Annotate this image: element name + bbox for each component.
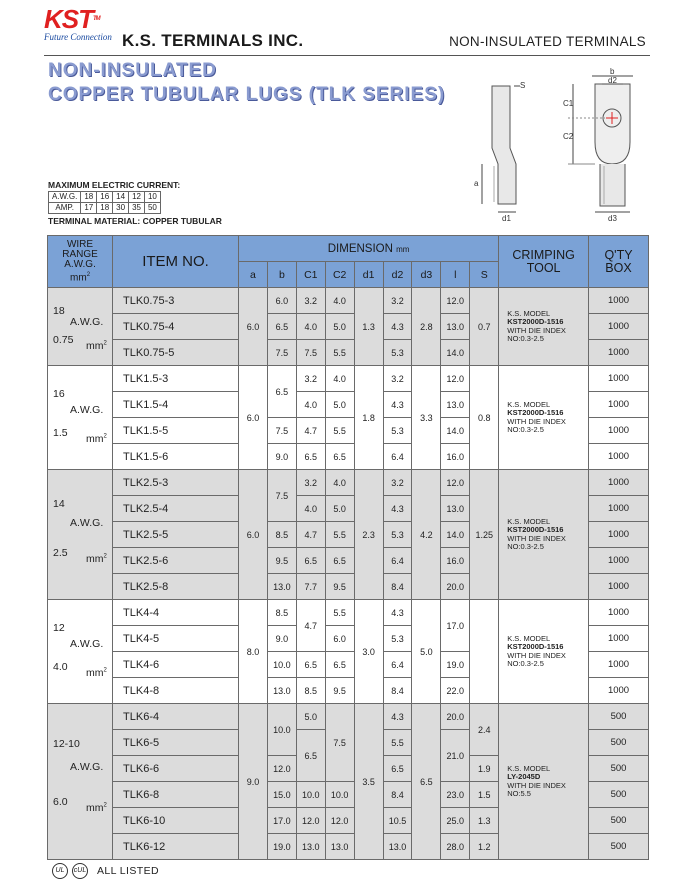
dim-c1-cell: 7.7	[296, 574, 325, 600]
dim-label-a: a	[474, 179, 479, 188]
col-d3: d3	[412, 262, 441, 288]
table-row	[48, 704, 649, 730]
dim-b-cell: 9.0	[267, 444, 296, 470]
header-wire-range	[48, 236, 113, 288]
qty-cell: 1000	[589, 470, 649, 496]
dim-l-cell: 14.0	[441, 340, 470, 366]
qty-cell: 1000	[589, 600, 649, 626]
dim-b-cell: 6.0	[267, 288, 296, 314]
crimping-tool-cell	[499, 366, 589, 470]
dim-l-cell: 12.0	[441, 366, 470, 392]
dim-d3-cell: 3.3	[412, 366, 441, 470]
qty-cell: 1000	[589, 314, 649, 340]
max-current-label: MAXIMUM ELECTRIC CURRENT:	[48, 180, 181, 190]
qty-cell: 500	[589, 834, 649, 860]
dim-s-cell: 1.2	[470, 834, 499, 860]
tool-line: NO:0.3-2.5	[507, 542, 544, 551]
table-row	[48, 600, 649, 626]
dim-l-cell: 17.0	[441, 600, 470, 652]
wire-mm-unit-text: mm	[86, 667, 104, 679]
item-no-cell: TLK2.5-5	[113, 522, 239, 548]
dim-l-cell: 13.0	[441, 392, 470, 418]
wire-mm: 2.5	[53, 547, 68, 559]
dim-c1-cell: 5.0	[296, 704, 325, 730]
dim-c2-cell: 9.5	[325, 574, 354, 600]
dim-c2-cell: 5.0	[325, 496, 354, 522]
dim-a-cell: 8.0	[239, 600, 268, 704]
wire-hdr-l2: RANGE	[62, 248, 98, 260]
dim-l-cell: 13.0	[441, 314, 470, 340]
dim-d3-cell: 5.0	[412, 600, 441, 704]
header-divider	[44, 55, 650, 56]
item-no-cell: TLK1.5-3	[113, 366, 239, 392]
logo-text: KST	[44, 4, 93, 34]
dim-c1-cell: 13.0	[296, 834, 325, 860]
qty-cell: 1000	[589, 392, 649, 418]
dim-b-cell: 12.0	[267, 756, 296, 782]
col-b: b	[267, 262, 296, 288]
dim-d2-cell: 6.4	[383, 652, 412, 678]
dim-d1-cell: 2.3	[354, 470, 383, 600]
wire-mm: 6.0	[53, 796, 68, 808]
dim-c2-cell: 6.5	[325, 548, 354, 574]
dim-s-cell: 2.4	[470, 704, 499, 756]
dim-d2-cell: 3.2	[383, 470, 412, 496]
dim-b-cell: 7.5	[267, 418, 296, 444]
dim-b-cell: 8.5	[267, 522, 296, 548]
dim-b-cell: 6.5	[267, 314, 296, 340]
item-no-cell: TLK2.5-4	[113, 496, 239, 522]
wire-mm-sup: 2	[103, 433, 107, 440]
tool-model: KST2000D-1516	[507, 642, 564, 651]
tool-line: NO:0.3-2.5	[507, 425, 544, 434]
dim-l-cell: 12.0	[441, 288, 470, 314]
crimping-tool-cell	[499, 704, 589, 860]
tool-hdr-l1: CRIMPING	[512, 247, 575, 262]
dim-c2-cell: 6.5	[325, 652, 354, 678]
tool-line: NO:0.3-2.5	[507, 659, 544, 668]
dim-l-cell: 13.0	[441, 496, 470, 522]
wire-range-cell	[48, 600, 113, 704]
dim-d1-cell: 3.5	[354, 704, 383, 860]
qty-cell: 1000	[589, 652, 649, 678]
wire-mm-sup: 2	[103, 340, 107, 347]
qty-cell: 1000	[589, 340, 649, 366]
tool-model: KST2000D-1516	[507, 525, 564, 534]
dim-c1-cell: 6.5	[296, 652, 325, 678]
dim-l-cell: 19.0	[441, 652, 470, 678]
dim-b-cell: 8.5	[267, 600, 296, 626]
dim-c2-cell: 4.0	[325, 288, 354, 314]
dim-d2-cell: 5.3	[383, 418, 412, 444]
dim-d2-cell: 6.4	[383, 548, 412, 574]
qty-cell: 500	[589, 704, 649, 730]
wire-mm: 1.5	[53, 427, 68, 439]
terminal-material: TERMINAL MATERIAL: COPPER TUBULAR	[48, 216, 222, 226]
item-no-cell: TLK6-12	[113, 834, 239, 860]
item-no-cell: TLK4-5	[113, 626, 239, 652]
dim-c1-cell: 4.7	[296, 522, 325, 548]
tool-hdr-l2: TOOL	[526, 260, 561, 275]
dim-d3-cell: 4.2	[412, 470, 441, 600]
wire-awg-unit: A.W.G.	[70, 316, 104, 328]
dimension-unit: mm	[396, 244, 410, 254]
title-line-2: COPPER TUBULAR LUGS (TLK SERIES)	[48, 84, 446, 105]
dim-b-cell: 9.0	[267, 626, 296, 652]
wire-hdr-l4: mm	[70, 272, 87, 284]
wire-awg-unit: A.W.G.	[70, 638, 104, 650]
dim-c2-cell: 5.5	[325, 522, 354, 548]
dim-d1-cell: 3.0	[354, 600, 383, 704]
table-row	[48, 470, 649, 496]
dim-d1-cell: 1.3	[354, 288, 383, 366]
qty-cell: 1000	[589, 522, 649, 548]
tlk-spec-table	[47, 235, 649, 860]
dim-b-cell: 6.5	[267, 366, 296, 418]
current-amp-value: 30	[113, 203, 129, 214]
dim-l-cell: 14.0	[441, 522, 470, 548]
col-s: S	[470, 262, 499, 288]
current-awg-value: 14	[113, 192, 129, 203]
dim-a-cell: 9.0	[239, 704, 268, 860]
item-no-cell: TLK6-8	[113, 782, 239, 808]
qty-cell: 500	[589, 756, 649, 782]
crimping-tool-cell	[499, 288, 589, 366]
dim-d2-cell: 4.3	[383, 392, 412, 418]
dim-l-cell: 20.0	[441, 704, 470, 730]
dim-b-cell: 13.0	[267, 678, 296, 704]
dim-l-cell: 25.0	[441, 808, 470, 834]
dim-b-cell: 7.5	[267, 470, 296, 522]
wire-mm: 0.75	[53, 334, 74, 346]
dim-s-cell: 0.7	[470, 288, 499, 366]
dim-c2-cell: 5.0	[325, 314, 354, 340]
qty-cell: 1000	[589, 444, 649, 470]
col-d1: d1	[354, 262, 383, 288]
tool-model: KST2000D-1516	[507, 408, 564, 417]
dim-l-cell: 12.0	[441, 470, 470, 496]
tool-line: K.S. MODEL	[507, 516, 551, 526]
qty-cell: 1000	[589, 548, 649, 574]
dim-label-s: S	[520, 81, 526, 90]
dim-c2-cell: 12.0	[325, 808, 354, 834]
current-amp-value: 18	[97, 203, 113, 214]
dim-c1-cell: 4.7	[296, 418, 325, 444]
table-row	[48, 288, 649, 314]
table-row	[48, 366, 649, 392]
dimension-label: DIMENSION	[327, 242, 393, 255]
current-awg-value: 10	[144, 192, 160, 203]
dim-label-b: b	[610, 67, 615, 76]
wire-awg-unit: A.W.G.	[70, 404, 104, 416]
dim-c1-cell: 6.5	[296, 730, 325, 782]
item-no-cell: TLK4-8	[113, 678, 239, 704]
wire-awg: 14	[53, 498, 65, 510]
qty-cell: 1000	[589, 418, 649, 444]
current-awg-label: A.W.G.	[49, 192, 81, 203]
dim-c1-cell: 3.2	[296, 288, 325, 314]
dim-l-cell: 16.0	[441, 548, 470, 574]
dim-d2-cell: 10.5	[383, 808, 412, 834]
dim-c2-cell: 5.5	[325, 340, 354, 366]
lug-technical-drawing	[470, 66, 660, 226]
wire-mm-sup: 2	[103, 802, 107, 809]
dim-l-cell: 23.0	[441, 782, 470, 808]
qty-cell: 500	[589, 730, 649, 756]
current-awg-value: 12	[129, 192, 145, 203]
dim-d2-cell: 8.4	[383, 782, 412, 808]
wire-mm-unit	[86, 667, 107, 679]
item-no-cell: TLK6-5	[113, 730, 239, 756]
dim-b-cell: 19.0	[267, 834, 296, 860]
tool-line: NO:5.5	[507, 789, 531, 798]
dim-d3-cell: 2.8	[412, 288, 441, 366]
item-no-cell: TLK6-10	[113, 808, 239, 834]
dim-b-cell: 17.0	[267, 808, 296, 834]
dim-c2-cell: 10.0	[325, 782, 354, 808]
crimping-tool-cell	[499, 600, 589, 704]
crimping-tool-cell	[499, 470, 589, 600]
dim-c1-cell: 3.2	[296, 470, 325, 496]
tool-line: K.S. MODEL	[507, 763, 551, 773]
ul-listed-icon: UL	[52, 863, 68, 879]
header-item-no: ITEM NO.	[113, 236, 239, 288]
dim-l-cell: 21.0	[441, 730, 470, 782]
dim-a-cell: 6.0	[239, 470, 268, 600]
current-awg-value: 18	[81, 192, 97, 203]
tool-model: LY-2045D	[507, 772, 541, 781]
item-no-cell: TLK0.75-5	[113, 340, 239, 366]
logo-tagline: Future Connection	[44, 32, 112, 42]
tool-line: WITH DIE INDEX	[507, 650, 566, 660]
wire-mm: 4.0	[53, 661, 68, 673]
wire-mm-unit	[86, 433, 107, 445]
dim-d1-cell: 1.8	[354, 366, 383, 470]
wire-awg: 16	[53, 388, 65, 400]
dim-c2-cell: 5.5	[325, 418, 354, 444]
qty-cell: 500	[589, 808, 649, 834]
wire-mm-unit	[86, 340, 107, 352]
dim-c2-cell: 4.0	[325, 366, 354, 392]
item-no-cell: TLK0.75-4	[113, 314, 239, 340]
col-l: l	[441, 262, 470, 288]
max-current-table	[48, 191, 161, 214]
wire-hdr-l3: A.W.G.	[64, 258, 96, 270]
dim-s-cell: 1.5	[470, 782, 499, 808]
tool-line: WITH DIE INDEX	[507, 780, 566, 790]
dim-d2-cell: 4.3	[383, 496, 412, 522]
dim-d2-cell: 4.3	[383, 704, 412, 730]
item-no-cell: TLK4-4	[113, 600, 239, 626]
wire-awg: 12-10	[53, 738, 80, 750]
dim-label-d3: d3	[608, 214, 617, 223]
dim-c2-cell: 9.5	[325, 678, 354, 704]
item-no-cell: TLK1.5-4	[113, 392, 239, 418]
dim-l-cell: 28.0	[441, 834, 470, 860]
wire-mm-sup: 2	[103, 667, 107, 674]
dim-b-cell: 9.5	[267, 548, 296, 574]
dim-d2-cell: 3.2	[383, 288, 412, 314]
tool-line: WITH DIE INDEX	[507, 325, 566, 335]
tool-line: K.S. MODEL	[507, 308, 551, 318]
qty-cell: 500	[589, 782, 649, 808]
dim-l-cell: 16.0	[441, 444, 470, 470]
wire-mm-unit-text: mm	[86, 433, 104, 445]
wire-awg: 18	[53, 305, 65, 317]
dim-c2-cell: 5.0	[325, 392, 354, 418]
dim-d2-cell: 8.4	[383, 678, 412, 704]
dim-c1-cell: 6.5	[296, 444, 325, 470]
wire-hdr-sup: 2	[86, 271, 91, 278]
dim-d2-cell: 5.3	[383, 340, 412, 366]
dim-l-cell: 14.0	[441, 418, 470, 444]
qty-hdr-l1: Q'TY	[604, 247, 633, 262]
item-no-cell: TLK0.75-3	[113, 288, 239, 314]
header-crimping-tool	[499, 236, 589, 288]
wire-awg: 12	[53, 622, 65, 634]
dim-d2-cell: 4.3	[383, 314, 412, 340]
tool-model: KST2000D-1516	[507, 317, 564, 326]
dim-c2-cell: 6.5	[325, 444, 354, 470]
qty-cell: 1000	[589, 366, 649, 392]
dim-d2-cell: 5.3	[383, 626, 412, 652]
item-no-cell: TLK2.5-8	[113, 574, 239, 600]
wire-awg-unit: A.W.G.	[70, 761, 104, 773]
cul-listed-icon: cUL	[72, 863, 88, 879]
dim-d3-cell: 6.5	[412, 704, 441, 860]
wire-hdr-l1: WIRE	[66, 238, 94, 250]
dim-c1-cell: 3.2	[296, 366, 325, 392]
dim-s-cell	[470, 600, 499, 704]
dim-s-cell: 1.25	[470, 470, 499, 600]
wire-awg-unit: A.W.G.	[70, 517, 104, 529]
dim-c1-cell: 10.0	[296, 782, 325, 808]
dim-c2-cell: 6.0	[325, 626, 354, 652]
col-c2: C2	[325, 262, 354, 288]
dim-s-cell: 1.9	[470, 756, 499, 782]
col-d2: d2	[383, 262, 412, 288]
dim-d2-cell: 8.4	[383, 574, 412, 600]
item-no-cell: TLK6-6	[113, 756, 239, 782]
spec-table-body	[48, 288, 649, 860]
qty-hdr-l2: BOX	[605, 260, 632, 275]
dim-b-cell: 15.0	[267, 782, 296, 808]
dim-s-cell: 0.8	[470, 366, 499, 470]
dim-d2-cell: 4.3	[383, 600, 412, 626]
tool-line: K.S. MODEL	[507, 633, 551, 643]
qty-cell: 1000	[589, 496, 649, 522]
col-c1: C1	[296, 262, 325, 288]
dim-c1-cell: 12.0	[296, 808, 325, 834]
dim-l-cell: 22.0	[441, 678, 470, 704]
dim-d2-cell: 13.0	[383, 834, 412, 860]
dim-d2-cell: 5.3	[383, 522, 412, 548]
dim-c1-cell: 4.0	[296, 314, 325, 340]
current-amp-value: 35	[129, 203, 145, 214]
company-name: K.S. TERMINALS INC.	[122, 31, 304, 50]
col-a: a	[239, 262, 268, 288]
qty-cell: 1000	[589, 288, 649, 314]
dim-c1-cell: 4.0	[296, 392, 325, 418]
header-dimension	[239, 236, 499, 262]
current-amp-value: 50	[144, 203, 160, 214]
page-category: NON-INSULATED TERMINALS	[449, 34, 646, 49]
item-no-cell: TLK1.5-6	[113, 444, 239, 470]
wire-range-cell	[48, 470, 113, 600]
wire-mm-unit-text: mm	[86, 553, 104, 565]
current-amp-value: 17	[81, 203, 97, 214]
dim-a-cell: 6.0	[239, 288, 268, 366]
wire-range-cell	[48, 366, 113, 470]
current-awg-value: 16	[97, 192, 113, 203]
qty-cell: 1000	[589, 678, 649, 704]
item-no-cell: TLK2.5-6	[113, 548, 239, 574]
tool-line: NO:0.3-2.5	[507, 334, 544, 343]
dim-c1-cell: 7.5	[296, 340, 325, 366]
dim-b-cell: 10.0	[267, 704, 296, 756]
dim-label-d1: d1	[502, 214, 511, 223]
dim-b-cell: 7.5	[267, 340, 296, 366]
dim-c1-cell: 8.5	[296, 678, 325, 704]
tool-line: WITH DIE INDEX	[507, 416, 566, 426]
tool-line: WITH DIE INDEX	[507, 533, 566, 543]
dim-c1-cell: 4.0	[296, 496, 325, 522]
dim-label-c2: C2	[563, 132, 574, 141]
wire-range-cell	[48, 288, 113, 366]
dim-c1-cell: 4.7	[296, 600, 325, 652]
logo-tm: TM	[93, 16, 100, 22]
wire-mm-unit	[86, 802, 107, 814]
item-no-cell: TLK4-6	[113, 652, 239, 678]
wire-range-cell	[48, 704, 113, 860]
dim-b-cell: 13.0	[267, 574, 296, 600]
all-listed-note: ALL LISTED	[97, 865, 159, 877]
dim-label-d2: d2	[608, 76, 617, 85]
dim-label-c1: C1	[563, 99, 574, 108]
dim-c2-cell: 5.5	[325, 600, 354, 626]
wire-mm-unit-text: mm	[86, 340, 104, 352]
wire-mm-unit-text: mm	[86, 802, 104, 814]
dim-c1-cell: 6.5	[296, 548, 325, 574]
title-line-1: NON-INSULATED	[48, 60, 217, 81]
qty-cell: 1000	[589, 626, 649, 652]
dim-d2-cell: 6.5	[383, 756, 412, 782]
item-no-cell: TLK6-4	[113, 704, 239, 730]
dim-d2-cell: 3.2	[383, 366, 412, 392]
dim-s-cell: 1.3	[470, 808, 499, 834]
kst-logo	[44, 6, 120, 50]
wire-mm-sup: 2	[103, 553, 107, 560]
dim-d2-cell: 5.5	[383, 730, 412, 756]
item-no-cell: TLK2.5-3	[113, 470, 239, 496]
dim-c2-cell: 4.0	[325, 470, 354, 496]
current-amp-label: AMP.	[49, 203, 81, 214]
dim-c2-cell: 7.5	[325, 704, 354, 782]
wire-mm-unit	[86, 553, 107, 565]
dim-a-cell: 6.0	[239, 366, 268, 470]
dim-b-cell: 10.0	[267, 652, 296, 678]
header-qty-box	[589, 236, 649, 288]
tool-line: K.S. MODEL	[507, 399, 551, 409]
qty-cell: 1000	[589, 574, 649, 600]
dim-c2-cell: 13.0	[325, 834, 354, 860]
item-no-cell: TLK1.5-5	[113, 418, 239, 444]
dim-l-cell: 20.0	[441, 574, 470, 600]
dim-d2-cell: 6.4	[383, 444, 412, 470]
